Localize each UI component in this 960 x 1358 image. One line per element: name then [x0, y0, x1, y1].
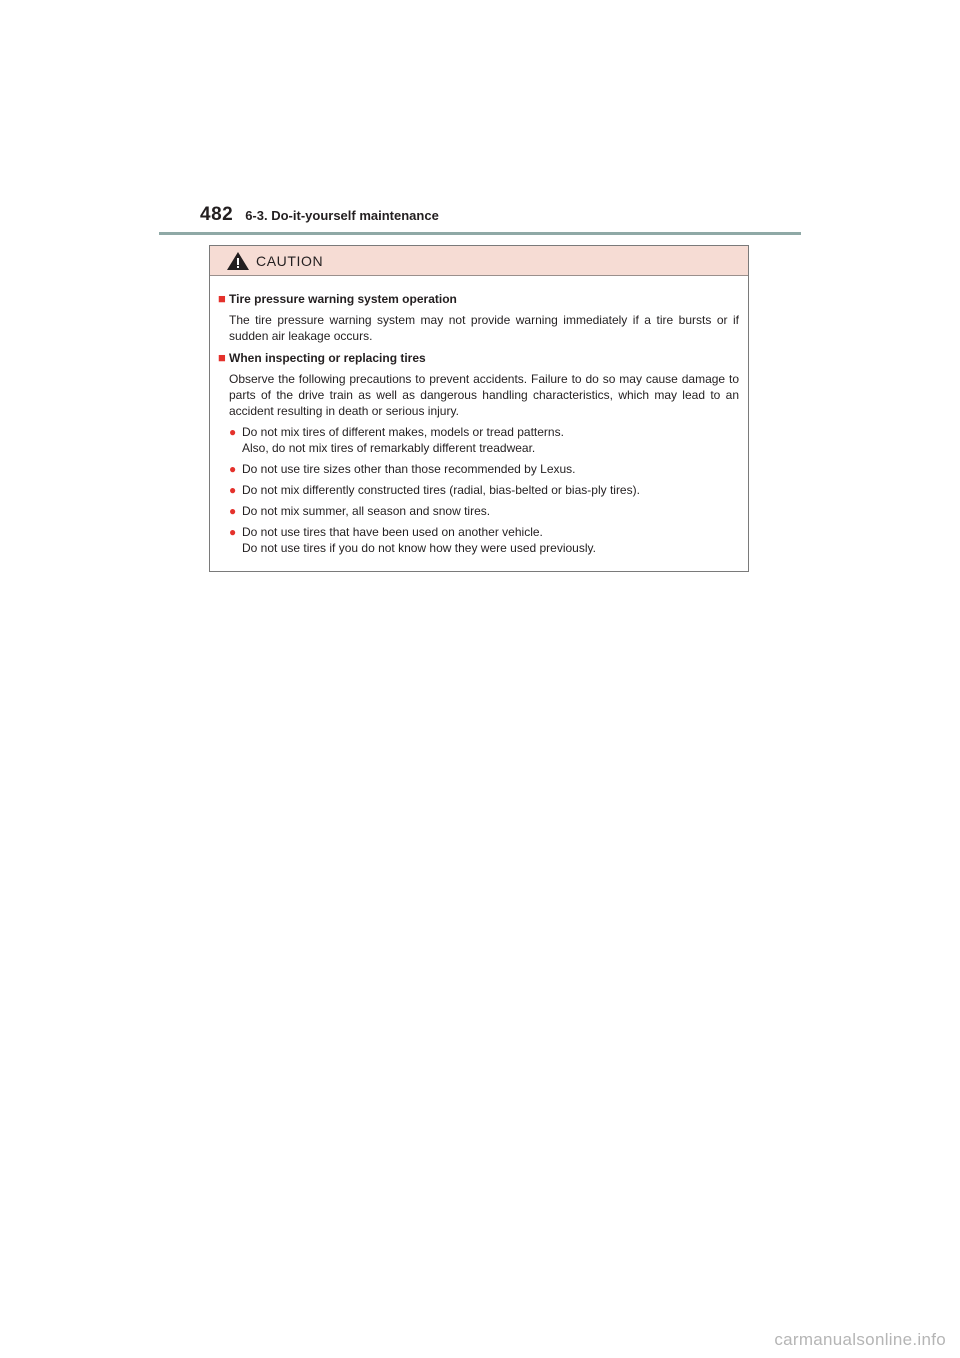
list-item — [229, 524, 739, 556]
list-item — [229, 461, 739, 477]
caution-body — [210, 276, 748, 556]
red-bullet-icon: ● — [229, 462, 237, 476]
topic-title: Tire pressure warning system operation — [229, 292, 457, 306]
caution-label: CAUTION — [256, 252, 324, 269]
red-square-icon: ■ — [218, 350, 226, 365]
list-item — [229, 482, 739, 498]
red-square-icon: ■ — [218, 291, 226, 306]
header-divider — [159, 232, 801, 235]
red-bullet-icon: ● — [229, 483, 237, 497]
caution-header — [210, 246, 748, 276]
list-item-text: Do not use tire sizes other than those recommended by Lexus. — [242, 462, 576, 476]
section-title: 6-3. Do-it-yourself maintenance — [245, 208, 439, 223]
list-item-text: Do not mix differently constructed tires (radial, bias-belted or bias-ply tires). — [242, 483, 640, 497]
topic-heading — [218, 350, 739, 366]
list-item-text: Do not use tires that have been used on another vehicle. — [242, 525, 543, 539]
watermark: carmanualsonline.info — [774, 1330, 946, 1349]
topic-heading — [218, 291, 739, 307]
topic-text: The tire pressure warning system may not provide warning immediately if a tire bursts or if sudden air leakage occurs. — [229, 313, 739, 343]
list-item-text: Do not mix tires of different makes, models or tread patterns. — [242, 425, 564, 439]
red-bullet-icon: ● — [229, 525, 237, 539]
precaution-list — [229, 424, 739, 556]
red-bullet-icon: ● — [229, 504, 237, 518]
red-bullet-icon: ● — [229, 425, 237, 439]
list-item-text: Do not mix summer, all season and snow tires. — [242, 504, 491, 518]
topic-title: When inspecting or replacing tires — [229, 351, 426, 365]
list-item-text: Do not use tires if you do not know how they were used previously. — [242, 541, 596, 555]
list-item — [229, 424, 739, 456]
page-number: 482 — [200, 204, 234, 225]
warning-triangle-icon — [226, 251, 250, 271]
list-item — [229, 503, 739, 519]
page-header — [200, 204, 439, 226]
caution-box — [209, 245, 749, 572]
list-item-text: Also, do not mix tires of remarkably different treadwear. — [242, 441, 536, 455]
topic-text: Observe the following precautions to prevent accidents. Failure to do so may cause damage to parts of the drive train as well as dangerous handling characteristics, which may lead to an accident resulting in death or serious injury. — [229, 372, 739, 418]
